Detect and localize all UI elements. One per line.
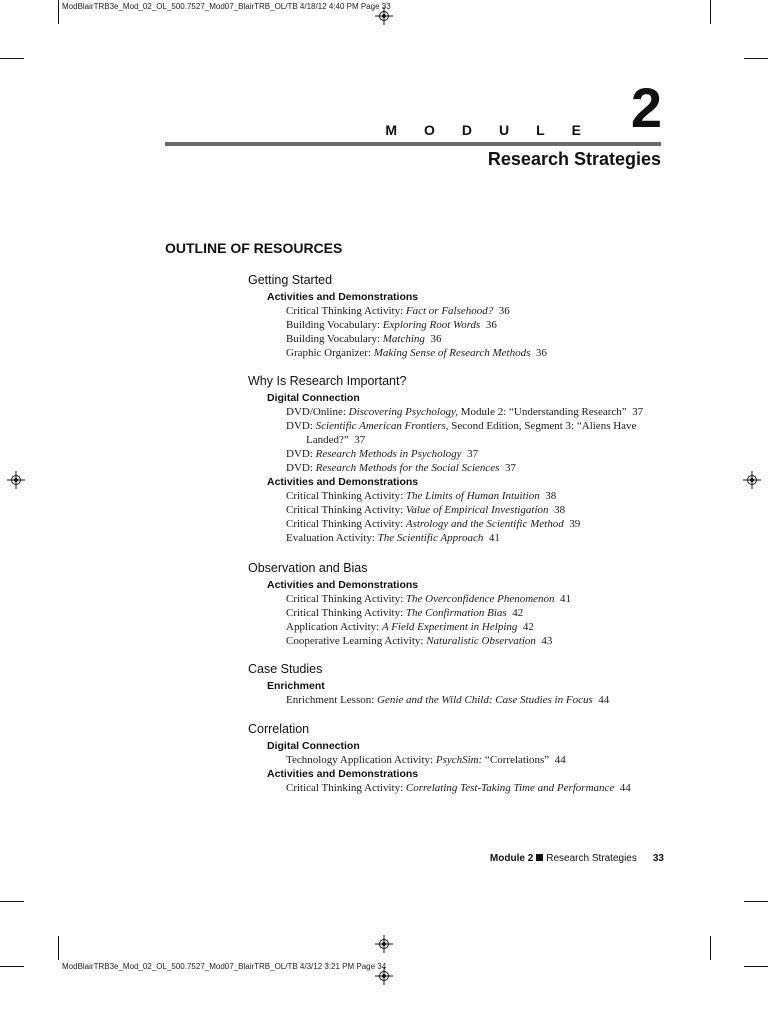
entry-type: DVD/Online: <box>286 406 349 418</box>
outline-entry <box>248 489 643 503</box>
outline-entry <box>248 693 609 707</box>
outline-entry <box>248 318 547 332</box>
entry-type: Critical Thinking Activity: <box>286 504 406 516</box>
outline-entry <box>248 606 571 620</box>
crop-mark <box>710 0 711 24</box>
entry-page: 44 <box>614 782 631 794</box>
outline-section <box>248 721 631 795</box>
section-title: Correlation <box>248 722 310 736</box>
crop-mark <box>0 901 24 902</box>
entry-type: Technology Application Activity: <box>286 754 436 766</box>
entry-title: Naturalistic Observation <box>426 635 536 647</box>
outline-entry <box>248 419 643 433</box>
entry-page: 38 <box>548 504 566 516</box>
entry-page: 44 <box>592 694 610 706</box>
registration-mark-icon <box>375 967 393 985</box>
outline-entry <box>248 753 631 767</box>
entry-title: Genie and the Wild Child: Case Studies in Focus <box>377 694 593 706</box>
entry-page: 36 <box>424 333 442 345</box>
entry-page: 38 <box>539 490 557 502</box>
entry-page: 36 <box>493 305 510 317</box>
header-rule <box>165 142 661 146</box>
outline-entry <box>248 531 643 545</box>
slug-bottom: ModBlairTRB3e_Mod_02_OL_500.7527_Mod07_BlairTRB_OL/TB 4/3/12 3:21 PM Page 34 <box>62 962 387 971</box>
outline-section <box>248 272 547 360</box>
outline-section <box>248 560 571 648</box>
outline-entry <box>248 517 643 531</box>
chapter-title: Research Strategies <box>487 149 661 169</box>
outline-section <box>248 373 643 545</box>
section-title: Getting Started <box>248 273 333 287</box>
entry-title: Matching <box>382 333 425 345</box>
crop-mark <box>0 58 24 59</box>
entry-title: Scientific American Frontiers, <box>315 420 449 432</box>
entry-title: Fact or Falsehood? <box>405 305 494 317</box>
entry-page: 39 <box>563 518 581 530</box>
entry-page: 42 <box>517 621 534 633</box>
entry-title: Exploring Root Words <box>382 319 481 331</box>
crop-mark <box>744 58 768 59</box>
entry-title: Value of Empirical Investigation <box>405 504 549 516</box>
outline-entry <box>248 304 547 318</box>
entry-type: Critical Thinking Activity: <box>286 607 406 619</box>
entry-type: Critical Thinking Activity: <box>286 490 406 502</box>
section-title: Case Studies <box>248 662 323 676</box>
page-footer <box>490 853 664 864</box>
footer-title: Research Strategies <box>546 853 637 864</box>
entry-type: Application Activity: <box>286 621 382 633</box>
registration-mark-icon <box>7 471 25 489</box>
crop-mark <box>58 936 59 960</box>
entry-title: Research Methods for the Social Sciences <box>315 462 500 474</box>
outline-section <box>248 661 609 707</box>
group-title: Activities and Demonstrations <box>267 291 419 303</box>
outline-entry <box>248 332 547 346</box>
entry-title: Making Sense of Research Methods <box>373 347 531 359</box>
module-number: 2 <box>630 76 662 139</box>
group-title: Digital Connection <box>267 740 360 752</box>
registration-mark-icon <box>375 935 393 953</box>
entry-page: 41 <box>554 593 572 605</box>
outline-entry <box>248 781 631 795</box>
entry-type: Critical Thinking Activity: <box>286 305 406 317</box>
group-title: Activities and Demonstrations <box>267 768 419 780</box>
entry-title: Discovering Psychology, <box>348 406 459 418</box>
crop-mark <box>710 936 711 960</box>
outline-entry <box>248 634 571 648</box>
entry-type: Graphic Organizer: <box>286 347 374 359</box>
entry-title: A Field Experiment in Helping <box>381 621 518 633</box>
group-title: Activities and Demonstrations <box>267 476 419 488</box>
entry-page: 37 <box>461 448 479 460</box>
entry-type: Cooperative Learning Activity: <box>286 635 427 647</box>
outline-entry <box>248 346 547 360</box>
slug-top: ModBlairTRB3e_Mod_02_OL_500.7527_Mod07_BlairTRB_OL/TB 4/18/12 4:40 PM Page 33 <box>62 2 391 11</box>
footer-module-label: Module 2 <box>489 853 534 864</box>
entry-type: DVD: <box>286 462 316 474</box>
page-number: 33 <box>652 853 664 864</box>
entry-title: The Limits of Human Intuition <box>405 490 540 502</box>
registration-mark-icon <box>743 471 761 489</box>
entry-page: 36 <box>480 319 497 331</box>
entry-page: Module 2: “Understanding Research” 37 <box>458 406 644 418</box>
entry-type: DVD: <box>286 448 316 460</box>
entry-title: Research Methods in Psychology <box>315 448 462 460</box>
entry-type: Critical Thinking Activity: <box>286 518 406 530</box>
section-title: Why Is Research Important? <box>248 374 407 388</box>
entry-page: 43 <box>535 635 553 647</box>
crop-mark <box>744 966 768 967</box>
entry-page: “Correlations” 44 <box>482 754 566 766</box>
entry-type: Building Vocabulary: <box>286 333 383 345</box>
entry-title: The Overconfidence Phenomenon <box>405 593 555 605</box>
entry-title: PsychSim: <box>435 754 483 766</box>
entry-type: Critical Thinking Activity: <box>286 782 406 794</box>
crop-mark <box>0 966 24 967</box>
group-title: Activities and Demonstrations <box>267 579 419 591</box>
entry-type: Building Vocabulary: <box>286 319 383 331</box>
entry-page: 41 <box>483 532 500 544</box>
outline-entry <box>248 447 643 461</box>
group-title: Enrichment <box>267 680 325 692</box>
entry-title: The Confirmation Bias <box>405 607 507 619</box>
outline-entry <box>248 433 643 447</box>
entry-page: 42 <box>506 607 524 619</box>
outline-entry <box>248 405 643 419</box>
entry-title: Correlating Test-Taking Time and Performance <box>405 782 615 794</box>
outline-entry <box>248 620 571 634</box>
entry-type: Enrichment Lesson: <box>286 694 378 706</box>
module-label: MODULE <box>385 122 608 138</box>
crop-mark <box>58 0 59 24</box>
square-bullet-icon <box>536 854 543 861</box>
entry-page: 36 <box>530 347 547 359</box>
entry-page: 37 <box>499 462 516 474</box>
entry-page: Second Edition, Segment 3: “Aliens Have <box>448 420 637 432</box>
entry-type: Evaluation Activity: <box>286 532 378 544</box>
outline-heading: OUTLINE OF RESOURCES <box>165 240 343 256</box>
section-title: Observation and Bias <box>248 561 368 575</box>
entry-title: Astrology and the Scientific Method <box>405 518 564 530</box>
outline-entry <box>248 592 571 606</box>
entry-type: DVD: <box>286 420 316 432</box>
registration-mark-icon <box>375 7 393 25</box>
group-title: Digital Connection <box>267 392 360 404</box>
entry-title: The Scientific Approach <box>377 532 484 544</box>
entry-type: Critical Thinking Activity: <box>286 593 406 605</box>
crop-mark <box>744 901 768 902</box>
entry-type: Landed?” 37 <box>306 434 366 446</box>
outline-entry <box>248 503 643 517</box>
outline-entry <box>248 461 643 475</box>
